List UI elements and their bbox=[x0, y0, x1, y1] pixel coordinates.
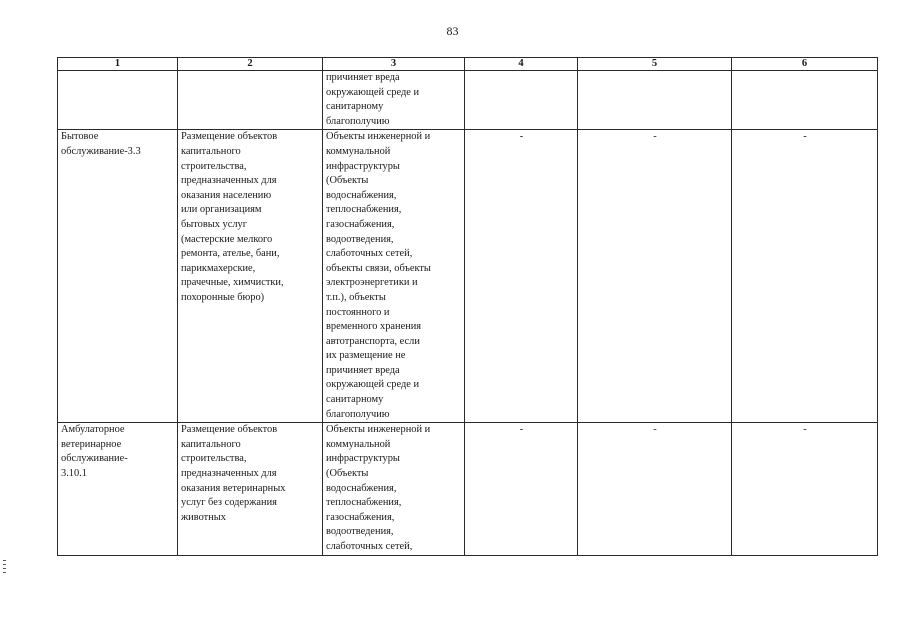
table-cell-col2 bbox=[178, 71, 323, 130]
cell-line: предназначенных для bbox=[181, 175, 277, 187]
table-header-row bbox=[58, 58, 878, 71]
cell-line: водоотведения, bbox=[326, 526, 394, 538]
table-cell-col6 bbox=[732, 71, 878, 130]
cell-line: автотранспорта, если bbox=[326, 335, 420, 347]
column-header-4: 4 bbox=[465, 58, 578, 71]
cell-line: электроэнергетики и bbox=[326, 277, 418, 289]
table-cell-col5 bbox=[578, 71, 732, 130]
cell-line: слаботочных сетей, bbox=[326, 248, 413, 260]
column-header-6: 6 bbox=[732, 58, 878, 71]
table-cell-col1 bbox=[58, 130, 178, 423]
cell-line: оказания населению bbox=[181, 189, 272, 201]
table-cell-col1 bbox=[58, 71, 178, 130]
cell-line: причиняет вреда bbox=[326, 72, 400, 83]
cell-line: т.п.), объекты bbox=[326, 291, 386, 303]
cell-line: или организациям bbox=[181, 204, 262, 216]
cell-line: строительства, bbox=[181, 160, 247, 172]
table-cell-col5: - bbox=[578, 130, 732, 423]
cell-line: санитарному bbox=[326, 394, 384, 406]
cell-line: Объекты инженерной и bbox=[326, 424, 431, 436]
cell-line: причиняет вреда bbox=[326, 364, 400, 376]
cell-line: окружающей среде и bbox=[326, 86, 420, 98]
cell-line: обслуживание- bbox=[61, 453, 128, 465]
cell-line: 3.10.1 bbox=[61, 468, 87, 480]
column-header-1: 1 bbox=[58, 58, 178, 71]
table-cell-col6: - bbox=[732, 423, 878, 555]
cell-line: похоронные бюро) bbox=[181, 291, 265, 303]
cell-line: прачечные, химчистки, bbox=[181, 277, 284, 289]
cell-line: объекты связи, объекты bbox=[326, 262, 431, 274]
cell-line: Бытовое bbox=[61, 131, 99, 143]
cell-line: строительства, bbox=[181, 453, 247, 465]
cell-line: временного хранения bbox=[326, 321, 422, 333]
cell-line: животных bbox=[181, 511, 226, 523]
cell-line: Объекты инженерной и bbox=[326, 131, 431, 143]
cell-line: (мастерские мелкого bbox=[181, 233, 273, 245]
table-cell-col6: - bbox=[732, 130, 878, 423]
table-row-household-services bbox=[58, 130, 878, 423]
table-cell-col3 bbox=[323, 423, 465, 555]
cell-line: их размещение не bbox=[326, 350, 406, 362]
cell-line: газоснабжения, bbox=[326, 218, 395, 230]
table-cell-col4: - bbox=[465, 423, 578, 555]
cell-line: благополучию bbox=[326, 408, 390, 420]
land-use-table bbox=[57, 57, 878, 556]
cell-line: инфраструктуры bbox=[326, 160, 400, 172]
cell-line: теплоснабжения, bbox=[326, 497, 402, 509]
cell-line: оказания ветеринарных bbox=[181, 482, 286, 494]
cell-line: ветеринарное bbox=[61, 438, 122, 450]
cell-line: инфраструктуры bbox=[326, 453, 400, 465]
table-cell-col3 bbox=[323, 71, 465, 130]
cell-line: санитарному bbox=[326, 101, 384, 113]
table-row-continuation bbox=[58, 71, 878, 130]
cell-line: Размещение объектов bbox=[181, 131, 278, 143]
table-cell-col2 bbox=[178, 423, 323, 555]
table-cell-col1 bbox=[58, 423, 178, 555]
cell-line: водоотведения, bbox=[326, 233, 394, 245]
cell-line: парикмахерские, bbox=[181, 262, 256, 274]
cell-line: водоснабжения, bbox=[326, 189, 397, 201]
cell-line: постоянного и bbox=[326, 306, 390, 318]
cell-line: бытовых услуг bbox=[181, 218, 247, 230]
cell-line: Амбулаторное bbox=[61, 424, 125, 436]
cell-line: обслуживание-3.3 bbox=[61, 145, 141, 157]
table-cell-col4: - bbox=[465, 130, 578, 423]
column-header-3: 3 bbox=[323, 58, 465, 71]
cell-line: предназначенных для bbox=[181, 468, 277, 480]
column-header-5: 5 bbox=[578, 58, 732, 71]
cell-line: окружающей среде и bbox=[326, 379, 420, 391]
table-cell-col3 bbox=[323, 130, 465, 423]
table-cell-col5: - bbox=[578, 423, 732, 555]
page-number: 83 bbox=[446, 24, 459, 38]
cell-line: (Объекты bbox=[326, 468, 369, 480]
cell-line: Размещение объектов bbox=[181, 424, 278, 436]
cell-line: газоснабжения, bbox=[326, 511, 395, 523]
cell-line: капитального bbox=[181, 145, 241, 157]
cell-line: капитального bbox=[181, 438, 241, 450]
cell-line: коммунальной bbox=[326, 145, 391, 157]
cell-line: благополучию bbox=[326, 115, 390, 127]
cell-line: коммунальной bbox=[326, 438, 391, 450]
cell-line: слаботочных сетей, bbox=[326, 541, 413, 552]
cell-line: ремонта, ателье, бани, bbox=[181, 248, 280, 260]
column-header-2: 2 bbox=[178, 58, 323, 71]
table-cell-col4 bbox=[465, 71, 578, 130]
scan-edge-marks bbox=[3, 560, 7, 582]
table-row-veterinary-services bbox=[58, 423, 878, 555]
cell-line: водоснабжения, bbox=[326, 482, 397, 494]
cell-line: услуг без содержания bbox=[181, 497, 277, 509]
cell-line: теплоснабжения, bbox=[326, 204, 402, 216]
cell-line: (Объекты bbox=[326, 175, 369, 187]
table-cell-col2 bbox=[178, 130, 323, 423]
